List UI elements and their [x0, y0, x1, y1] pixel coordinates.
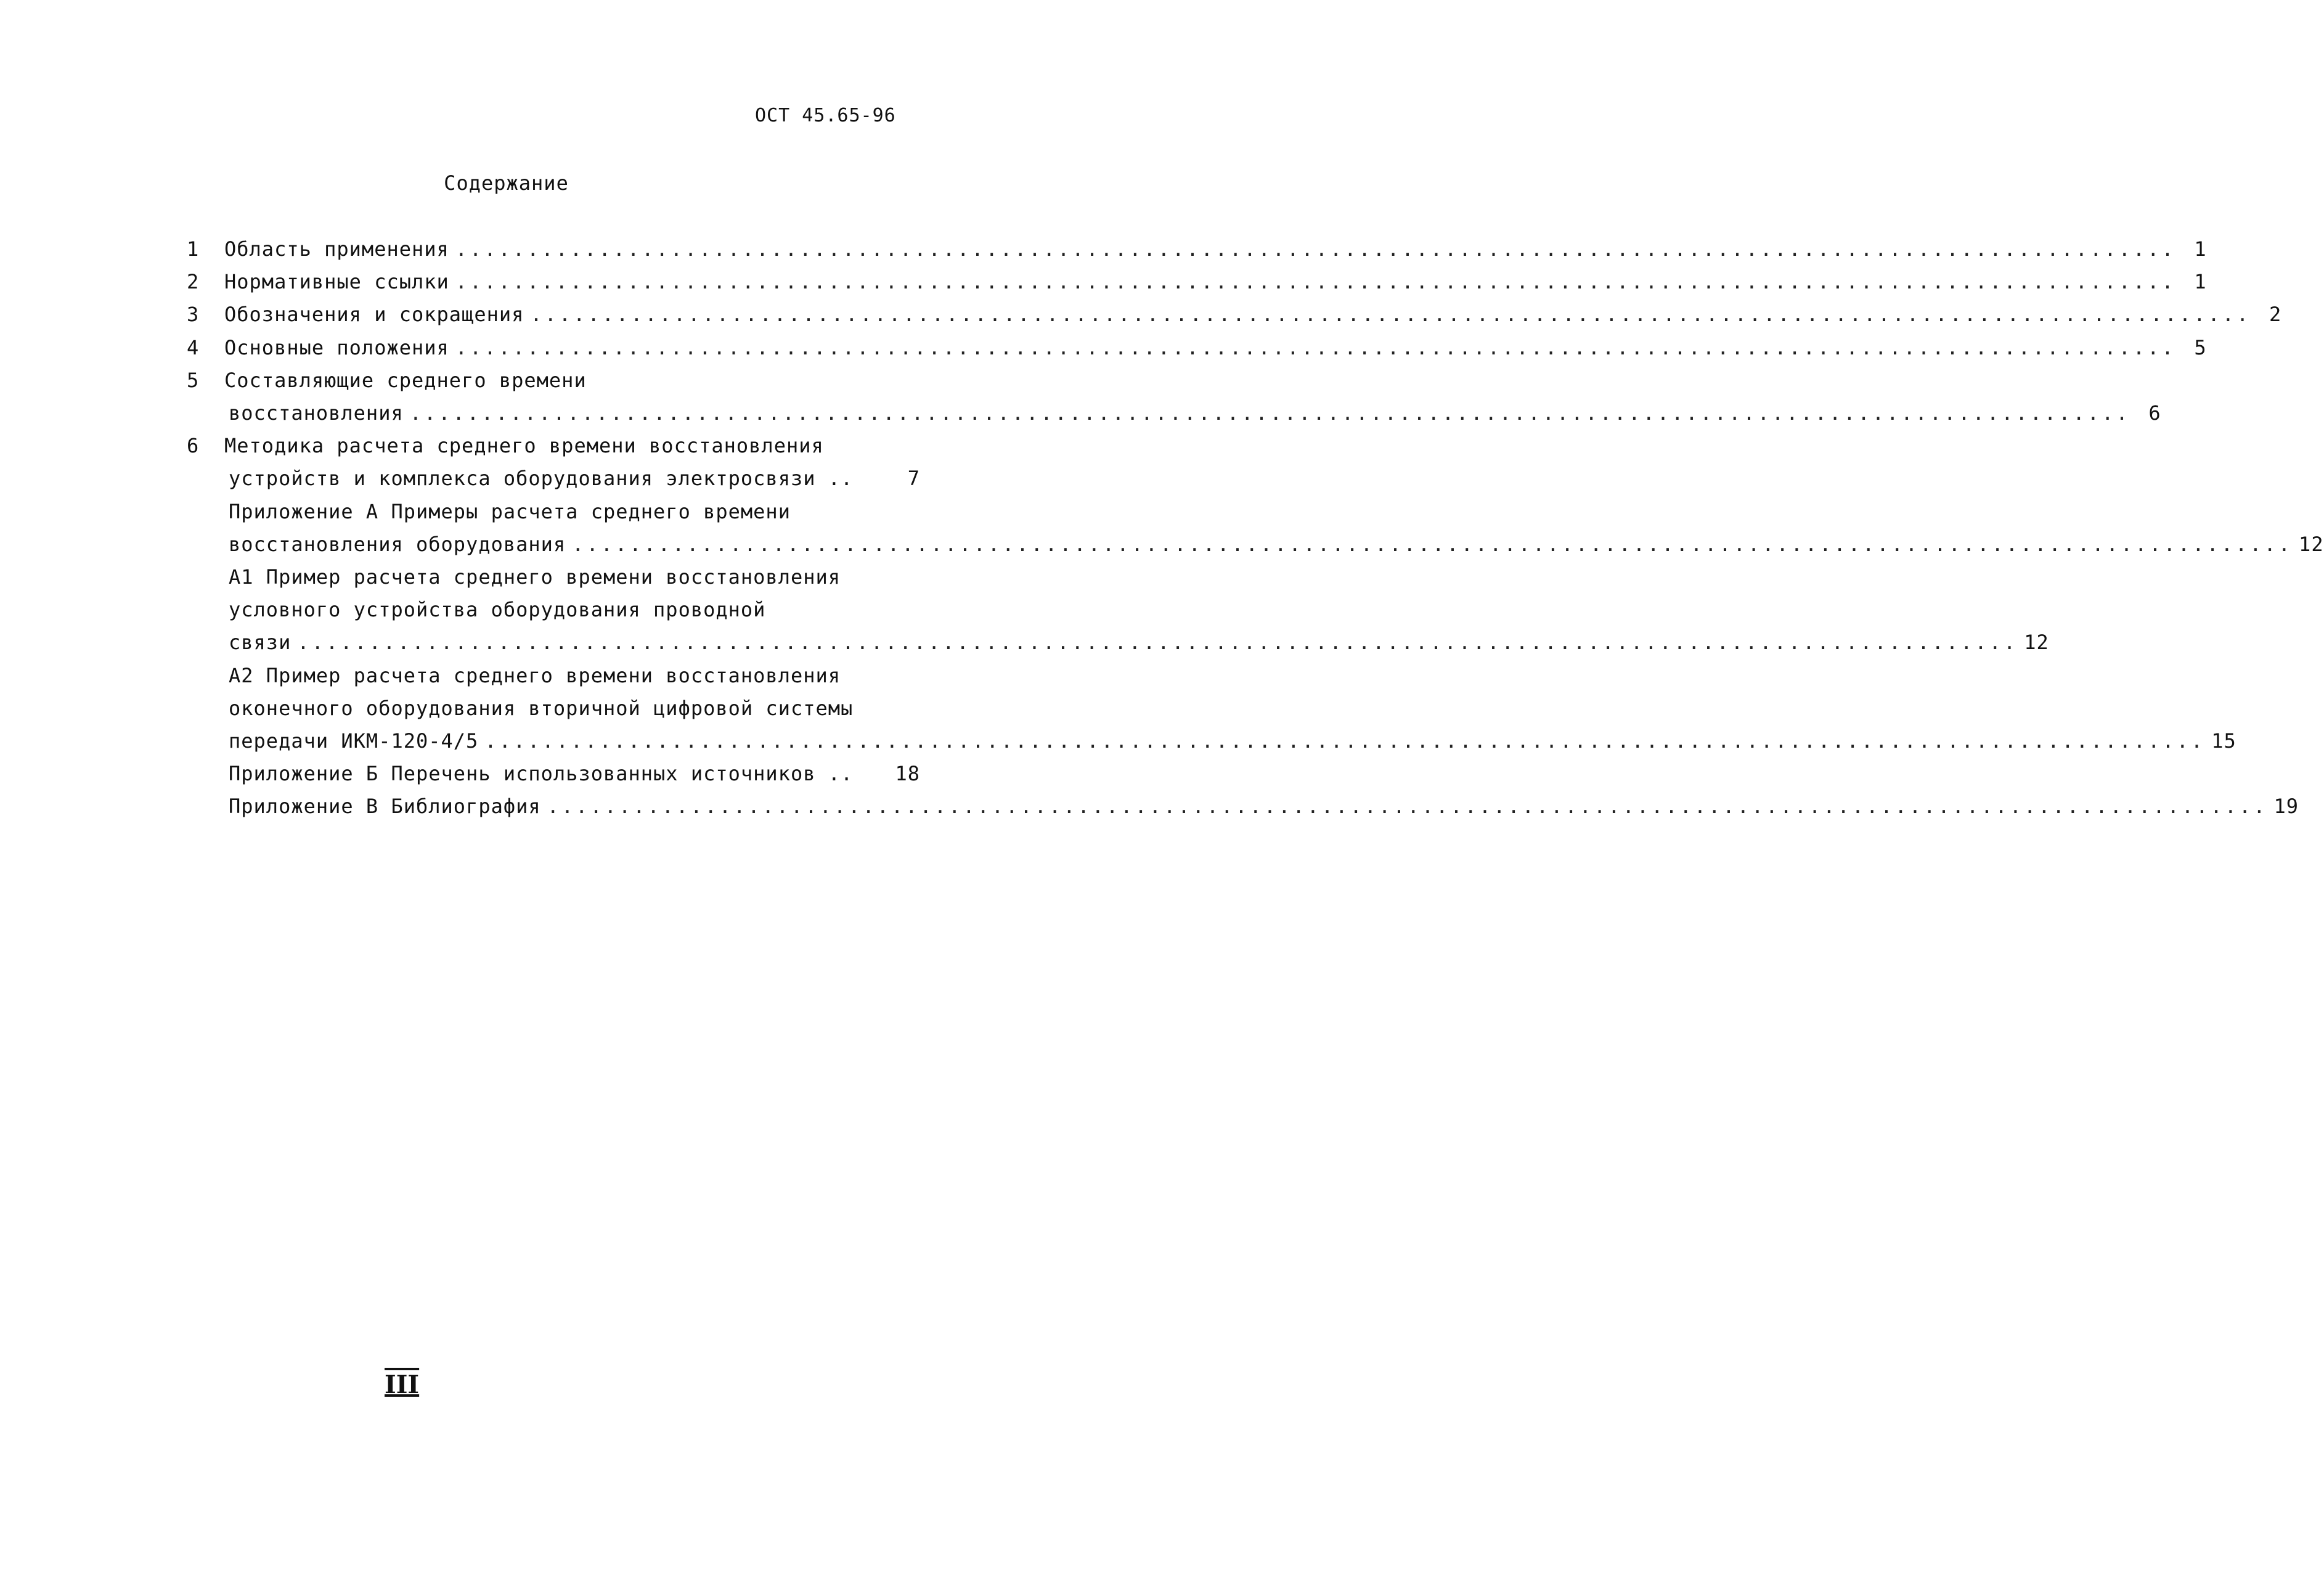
- toc-page-number: 1: [2194, 270, 2207, 294]
- toc-entry: [224, 233, 2207, 266]
- toc-entry: [224, 364, 920, 397]
- toc-dot-leader: ........................................................................................................................: [455, 270, 2176, 294]
- toc-text: устройств и комплекса оборудования электросвязи ..: [229, 467, 854, 491]
- page-title: Содержание: [444, 171, 569, 195]
- toc-entry: [229, 626, 2049, 659]
- toc-entry: [229, 692, 920, 725]
- toc-page-number: 19: [2273, 795, 2299, 819]
- toc-entry: [229, 528, 2324, 561]
- toc-text: оконечного оборудования вторичной цифровой системы: [229, 696, 854, 720]
- toc-text: Приложение А Примеры расчета среднего времени: [229, 499, 791, 523]
- toc-dot-leader: ........................................................................................................................: [530, 303, 2251, 327]
- toc-line: [187, 594, 920, 626]
- toc-text: восстановления: [229, 401, 404, 425]
- toc-line: [187, 462, 920, 495]
- toc-page-number: 12: [2024, 631, 2049, 655]
- toc-line: [187, 364, 920, 397]
- toc-line: [187, 626, 2049, 659]
- toc-text: Приложение Б Перечень использованных источников ..: [229, 762, 854, 786]
- toc-text: передачи ИКМ-120-4/5: [229, 729, 479, 753]
- toc-line: [187, 430, 920, 462]
- toc-entry: [229, 790, 2299, 823]
- toc-text: Нормативные ссылки: [224, 270, 449, 294]
- toc-line: [187, 496, 920, 528]
- toc-line: [187, 692, 920, 725]
- toc-entry: [229, 594, 920, 626]
- toc-entry: [229, 397, 2161, 430]
- toc-page-number: 1: [2194, 237, 2207, 261]
- toc-dot-leader: ........................................................................................................................: [547, 795, 2268, 819]
- toc-line: [187, 561, 920, 594]
- toc-page-number: 5: [2194, 335, 2207, 359]
- toc-entry: [224, 430, 920, 462]
- toc-entry: [229, 462, 920, 495]
- toc-line: [187, 332, 2207, 364]
- toc-line: [187, 758, 920, 790]
- toc-dot-leader: ........................................................................................................................: [455, 237, 2176, 261]
- toc-text: Основные положения: [224, 335, 449, 359]
- toc-line: [187, 233, 2207, 266]
- toc-entry: [224, 266, 2207, 298]
- toc-number: 5: [187, 368, 200, 392]
- toc-page-number: 15: [2211, 729, 2236, 753]
- toc-entry: [229, 758, 920, 790]
- toc-number: 2: [187, 270, 200, 294]
- toc-text: Обозначения и сокращения: [224, 303, 524, 327]
- toc-line: [187, 660, 920, 692]
- toc-entry: [224, 332, 2207, 364]
- toc-number: 6: [187, 434, 200, 458]
- toc-line: [187, 790, 2299, 823]
- toc-line: [187, 528, 2324, 561]
- toc-text: Приложение В Библиография: [229, 795, 541, 819]
- toc-entry: [229, 660, 920, 692]
- toc-text: условного устройства оборудования проводной: [229, 598, 766, 622]
- toc-text: А2 Пример расчета среднего времени восстановления: [229, 663, 841, 687]
- toc-line: [187, 397, 2161, 430]
- toc-entry: [229, 496, 920, 528]
- toc-entry: [229, 725, 2236, 758]
- page-number-roman: III: [385, 1370, 420, 1399]
- toc-dot-leader: ........................................................................................................................: [572, 532, 2293, 556]
- toc-page-number: 7: [907, 467, 920, 491]
- toc-text: Методика расчета среднего времени восстановления: [224, 434, 824, 458]
- toc-text: восстановления оборудования: [229, 532, 566, 556]
- toc-text: Область применения: [224, 237, 449, 261]
- toc-text: А1 Пример расчета среднего времени восстановления: [229, 565, 841, 589]
- document-code: ОСТ 45.65-96: [755, 105, 896, 126]
- toc-entry: [229, 561, 920, 594]
- toc-dot-leader: ........................................................................................................................: [455, 335, 2176, 359]
- toc-text: связи: [229, 631, 292, 655]
- toc-page-number: 12: [2299, 532, 2324, 556]
- toc-text: Составляющие среднего времени: [224, 368, 587, 392]
- toc-dot-leader: ........................................................................................................................: [409, 401, 2130, 425]
- toc-number: 4: [187, 335, 200, 359]
- toc-page-number: 6: [2148, 401, 2161, 425]
- toc-line: [187, 298, 2282, 331]
- toc-dot-leader: ........................................................................................................................: [484, 729, 2206, 753]
- toc-number: 3: [187, 303, 200, 327]
- toc-entry: [224, 298, 2282, 331]
- toc-line: [187, 266, 2207, 298]
- toc-number: 1: [187, 237, 200, 261]
- toc-line: [187, 725, 2236, 758]
- toc-page-number: 2: [2269, 303, 2282, 327]
- toc-dot-leader: ........................................................................................................................: [297, 631, 2018, 655]
- toc-page-number: 18: [895, 762, 920, 786]
